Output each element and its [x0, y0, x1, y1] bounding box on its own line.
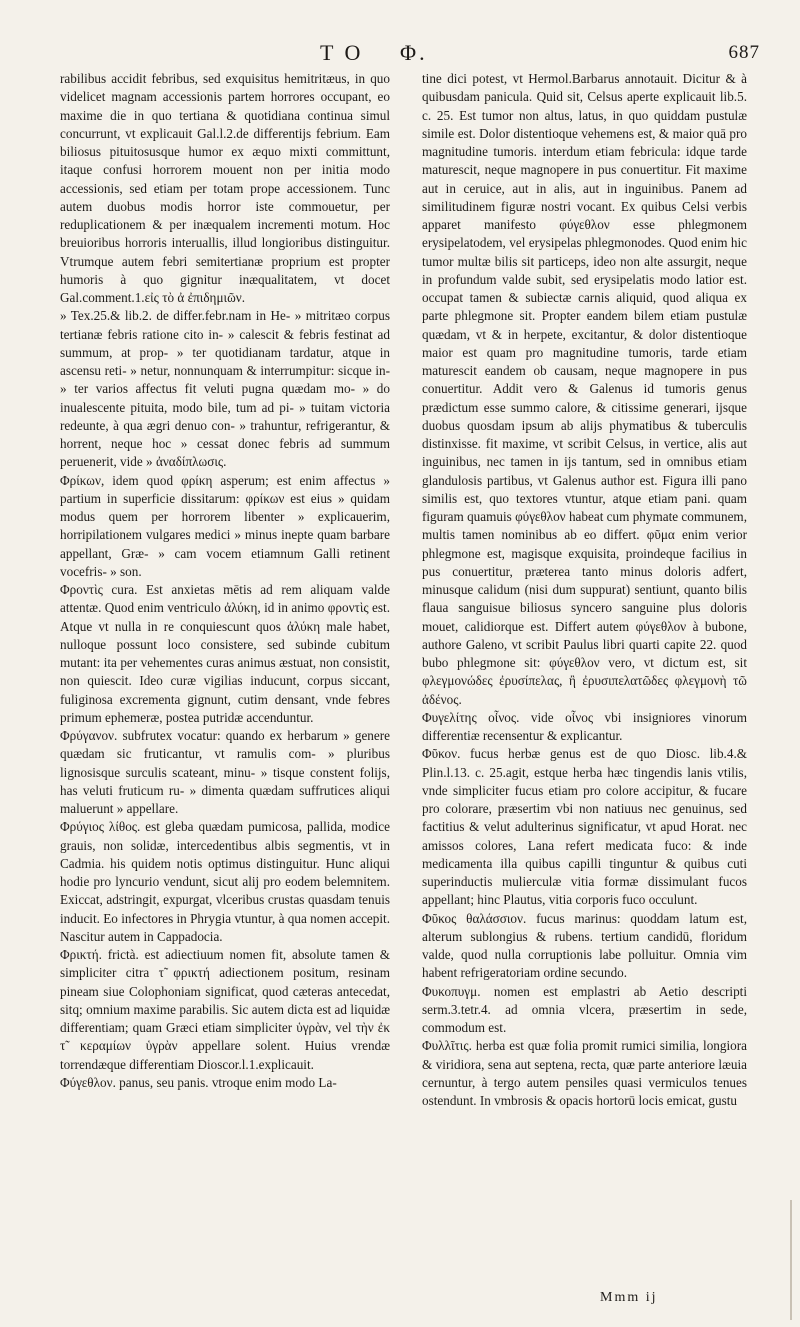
entry-fyllitis: Φυλλῖτις. herba est quæ folia promit rumici similia, longiora & viridiora, sena aut septena, recta, quæ parte anteriore læuia cernuntur, à tergo autem pensiles quasi vermiculos tenues ostendunt. In vmbrosis & opacis hortorū locis emicat, gustu	[422, 1038, 747, 1108]
right-column	[422, 70, 747, 1300]
page-edge-line	[790, 1200, 792, 1320]
running-head-letter: Φ.	[400, 40, 428, 65]
entry-fykopygm: Φυκοπυγμ. nomen est emplastri ab Aetio descripti serm.3.tetr.4. ad omnia vlcera, præsertim in sede, commodum est.	[422, 983, 747, 1035]
entry-fygethlon-cont: tine dici potest, vt Hermol.Barbarus annotauit. Dicitur & à quibusdam panicula. Quid sit, Celsus aperte explicauit lib.5. c. 25. Est tumor non altus, latus, in quo quiddam pustulæ simile est. Dolor distentioque vehemens est, & maior quā pro magnitudine tumoris. interdum etiam febricula: idque tarde maturescit, neque magnopere in pus conuertitur. Fit maxime aut in ceruice, aut in alis, aut in inguinibus. Panem ad similitudinem figuræ nostri vocant. Ex quibus Celsi verbis apparet manifesto φύγεθλον esse phlegmonem erysipelatodem, vel erysipelas phlegmonodes. Quod enim hic tumor multæ bilis sit particeps, ideo non alte assurgit, neque in profundum valde subit, sed erysipelatis modo latior est. occupat tamen & subiectæ carnis aliquid, quod aliqua ex parte phlegmone sit. Propter eandem bilem etiam pustulæ quædam, vt & in herpete, excitantur, & dolor distentioque maior est quam pro magnitudine tumoris, tarde etiam maturescit eandem ob causam, neque magnopere in pus conuertitur. Addit vero & Galenus id tumoris genus prædictum esse summo calore, & citissime generari, ijsque duobus quosdam ipsum ab alijs phymatibus & tuberculis distinxisse. fit maxime, vt scribit Celsus, in vertice, alis aut inguinibus, nec tamen in ijs tantum, sed in omnibus etiam glandulosis partibus, vt Galenus author est. Figura illi pano similis est, quo textores vtuntur, atque etiam pani. quam figuram quamuis φύγεθλον habeat cum phymate communem, multis tamen nominibus ab eo differt. φῦμα enim verior phlegmone est, magisque exquisita, proindeque facilius in pus conuertitur, præterea tanto minus doloris adfert, minusque calidum (nisi dum suppurat) sentiunt, quanto bilis flaua sanguisue biliosus syncero sanguine plus doloris mouet, calidiorque est. Differt autem φύγεθλον à bubone, authore Galeno, vt scribit Paulus libri quarti capite 22. quod bubo phlegmone sit: φύγεθλον vero, vt dictum est, sit φλεγμονώδες ἐρυσίπελας, ἢ ἐρυσιπελατῶδες φλεγμονὴ τῶ ἀδένος.	[422, 71, 747, 707]
running-head-left: T O	[320, 40, 364, 65]
running-head	[320, 40, 760, 66]
left-column	[60, 70, 390, 1300]
paragraph-hemitritaeus: rabilibus accidit febribus, sed exquisitus hemitritæus, in quo videlicet magnam accessionis partem horrores occupant, eo maxime die in quo tertiana & quotidiana continua simul concurrunt, vt explicauit Gal.l.2.de differentijs febrium. Eam biliosus pituitosusque humor ex æquo mixti committunt, itaque confusi horrorem mouent non per initia modo accessionis, sed etiam per totam prope accessionem. Tunc autem duobus modis horror iste commouetur, per reduplicationem & per inæqualem incrementi motum. Hoc breuioribus horroris interuallis, illud longioribus distinguitur. Vtrumque autem febri semitertianæ proprium est propter humoris à quo gignitur inæqualitatem, vt docet Gal.comment.1.εἰς τὸ ἀ ἐπιδημιῶν.	[60, 71, 390, 305]
entry-frygios-lithos: Φρύγιος λίθος. est gleba quædam pumicosa, pallida, modice grauis, non solidæ, intercedentibus albis segmentis, vt in Cadmia. his quidem notis optimus distinguitur. Hunc aliqui hodie pro lyncurio vendunt, sicut alij pro eodem belemnitem. Exiccat, adstringit, expurgat, vlceribus crustas quasdam tenuis inducit. Eo infectores in Phrygia vtuntur, à qua nomen accepit. Nascitur autem in Cappadocia.	[60, 819, 390, 944]
entry-frikon: Φρίκων, idem quod φρίκη asperum; est enim affectus » partium in superficie dissitarum: φρίκων est eius » quidam modus quem per horrorem libenter » explicauerim, horripilationem vulgares medici » minus inepte quam barbare appellant, Græ- » cam vocem etiamnum Galli retinent vocefris- » son.	[60, 472, 390, 579]
entry-fryganon: Φρύγανον. subfrutex vocatur: quando ex herbarum » genere quædam sic fruticantur, vt ramulis com- » pluribus lignosisque surculis scateant, minu- » tisque constent folijs, has veluti fruticum ru- » dimenta quædam suffrutices aliqui maluerunt » appellare.	[60, 728, 390, 816]
page-number: 687	[728, 42, 760, 63]
entry-frontis: Φροντὶς cura. Est anxietas mētis ad rem aliquam valde attentæ. Quod enim ventriculo ἀλύκη, id in animo φροντὶς est. Atque vt nulla in re conquiescunt quos ἀλύκη male habet, nulloque possunt loco consistere, sed subinde cubitum mutant: ita per vehementes curas animus æstuat, non consistit, non quiescit. Ideo curæ vigilias inducunt, corpus siccant, fuliginosa excrementa gignunt, cutim densant, vnde febres primum ephemeræ, postea putridæ accenduntur.	[60, 582, 390, 725]
signature-mark: Mmm ij	[600, 1290, 658, 1305]
paragraph-tex-25: » Tex.25.& lib.2. de differ.febr.nam in He- » mitritæo corpus tertianæ febris ratione cito in- » calescit & febris festinat ad summum, at prop- » ter quotidianam tardatur, atque in ascensu reti- » netur, nonnunquam & interrumpitur: sicque in- » ter varios affectus fit veluti pugna quædam mo- » do inualescente pituita, modo bile, tum ad pi- » tuitam victoria redeunte, à qua ægri denuo con- » trahuntur, refrigerantur, & horrent, neque hoc » cessat donec febris ad summum peruenerit, vide » ἀναδίπλωσις.	[60, 308, 390, 470]
entry-fygethlon-start: Φύγεθλον. panus, seu panis. vtroque enim modo La-	[60, 1074, 337, 1090]
entry-fykos-thalassion: Φῦκος θαλάσσιον. fucus marinus: quoddam latum est, alterum sublongius & rubens. tertium candidū, floridum valde, quod nulla corruptionis labe polluitur. Omnia vim habent refrigeratoriam ordine secundo.	[422, 910, 747, 981]
entry-frikte: Φρικτή. frictà. est adiectiuum nomen fit, absolute tamen & simpliciter citra τ̃ φρικτή adiectionem positum, resinam pineam siue Colophoniam significat, quod cæteras antecedat, sitq; omnium maxime parabilis. Sic autem dicta est ad liquidæ differentiam; quam Græci etiam simpliciter ὑγρὰν, vel τὴν ἐκ τ̃ κεραμίων ὑγρὰν appellare solent. Huius vrendæ torrendæque differentiam Dioscor.l.1.explicauit.	[60, 947, 390, 1072]
entry-fygelites-oinos: Φυγελίτης οἶνος. vide οἶνος vbi insigniores vinorum differentiæ recensentur & explicantur.	[422, 709, 747, 743]
entry-fykon: Φῦκον. fucus herbæ genus est de quo Diosc. lib.4.& Plin.l.13. c. 25.agit, estque herba hæc tingendis lanis vtilis, vnde simpliciter fucus etiam pro colore accipitur, & fucare pro colorare, præsertim vbi non natiuus nec genuinus, sed factitius & velut adulterinus significatur, vt apud Horat. nec amissos colores, Lana refert medicata fuco: & inde medicamenta illa quibus capilli tinguntur & quibus cuti superinductis mulierculæ vitia formæ dissimulant fucos appellant; hinc Plautus, vitia corporis fuco occulunt.	[422, 746, 747, 908]
